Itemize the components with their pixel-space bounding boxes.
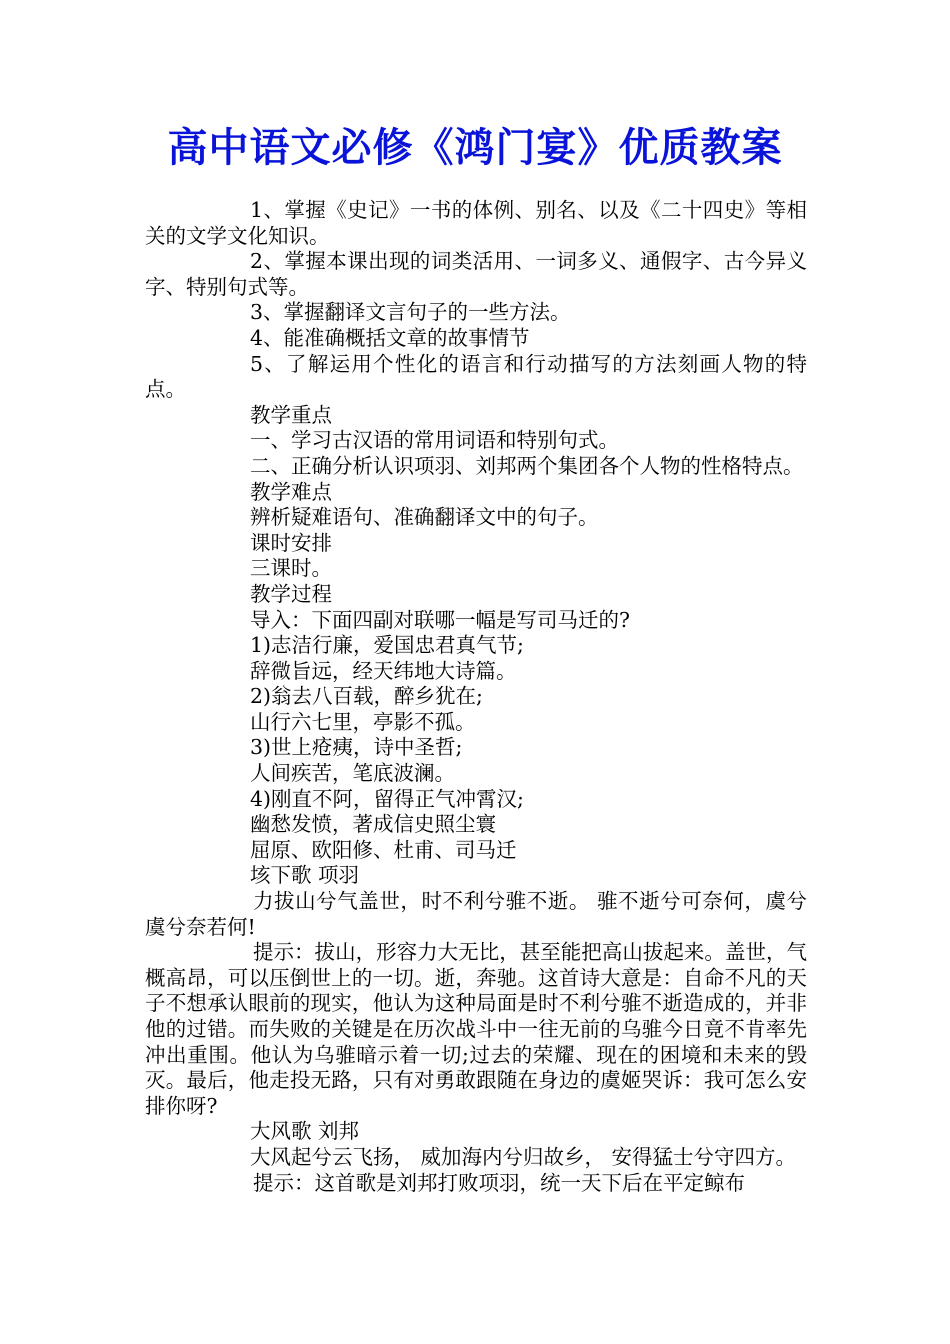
paragraph: 2、掌握本课出现的词类活用、一词多义、通假字、古今异义字、特别句式等。 [145, 249, 807, 299]
poem-text: 大风起兮云飞扬， 威加海内兮归故乡， 安得猛士兮守四方。 [250, 1144, 797, 1169]
couplet-line: 辞微旨远，经天纬地大诗篇。 [250, 658, 517, 683]
document-title: 高中语文必修《鸿门宴》优质教案 [167, 124, 783, 171]
couplet-line: 1)志洁行廉，爱国忠君真气节; [250, 633, 524, 658]
section-heading: 教学过程 [250, 581, 332, 606]
paragraph: 屈原、欧阳修、杜甫、司马迁 [250, 837, 517, 862]
paragraph: 4、能准确概括文章的故事情节 [250, 325, 530, 350]
section-heading: 教学重点 [250, 402, 332, 427]
couplet-line: 人间疾苦，笔底波澜。 [250, 761, 455, 786]
section-heading: 教学难点 [250, 479, 332, 504]
couplet-line: 4)刚直不阿，留得正气冲霄汉; [250, 786, 524, 811]
paragraph: 导入：下面四副对联哪一幅是写司马迁的? [250, 607, 630, 632]
paragraph: 辨析疑难语句、准确翻译文中的句子。 [250, 505, 599, 530]
paragraph: 1、掌握《史记》一书的体例、别名、以及《二十四史》等相关的文学文化知识。 [145, 198, 807, 248]
paragraph: 三课时。 [250, 556, 332, 581]
couplet-line: 2)翁去八百载，醉乡犹在; [250, 684, 483, 709]
poem-title: 垓下歌 项羽 [250, 863, 360, 888]
poem-text: 力拔山兮气盖世，时不利兮骓不逝。 骓不逝兮可奈何，虞兮虞兮奈若何! [145, 889, 807, 939]
couplet-line: 幽愁发愤，著成信史照尘寰 [250, 812, 496, 837]
paragraph: 一、学习古汉语的常用词语和特别句式。 [250, 428, 619, 453]
paragraph: 二、正确分析认识项羽、刘邦两个集团各个人物的性格特点。 [250, 453, 804, 478]
couplet-line: 3)世上疮痍，诗中圣哲; [250, 735, 463, 760]
paragraph: 3、掌握翻译文言句子的一些方法。 [250, 300, 571, 325]
paragraph: 提示：拔山，形容力大无比，甚至能把高山拔起来。盖世，气概高昂，可以压倒世上的一切。逝，奔驰。这首诗大意是：自命不凡的天子不想承认眼前的现实，他认为这种局面是时不利兮骓不逝造成的，并非他的过错。而失败的关键是在历次战斗中一往无前的乌骓今日竟不肯率先冲出重围。他认为乌骓暗示着一切;过去的荣耀、现在的困境和未来的毁灭。最后，他走投无路，只有对勇敢跟随在身边的虞姬哭诉：我可怎么安排你呀? [145, 940, 807, 1118]
paragraph: 提示：这首歌是刘邦打败项羽，统一天下后在平定鲸布 [253, 1170, 745, 1195]
poem-title: 大风歌 刘邦 [250, 1119, 360, 1144]
document-body [145, 198, 807, 1196]
paragraph: 5、了解运用个性化的语言和行动描写的方法刻画人物的特点。 [145, 351, 807, 402]
couplet-line: 山行六七里，亭影不孤。 [250, 709, 476, 734]
section-heading: 课时安排 [250, 530, 332, 555]
